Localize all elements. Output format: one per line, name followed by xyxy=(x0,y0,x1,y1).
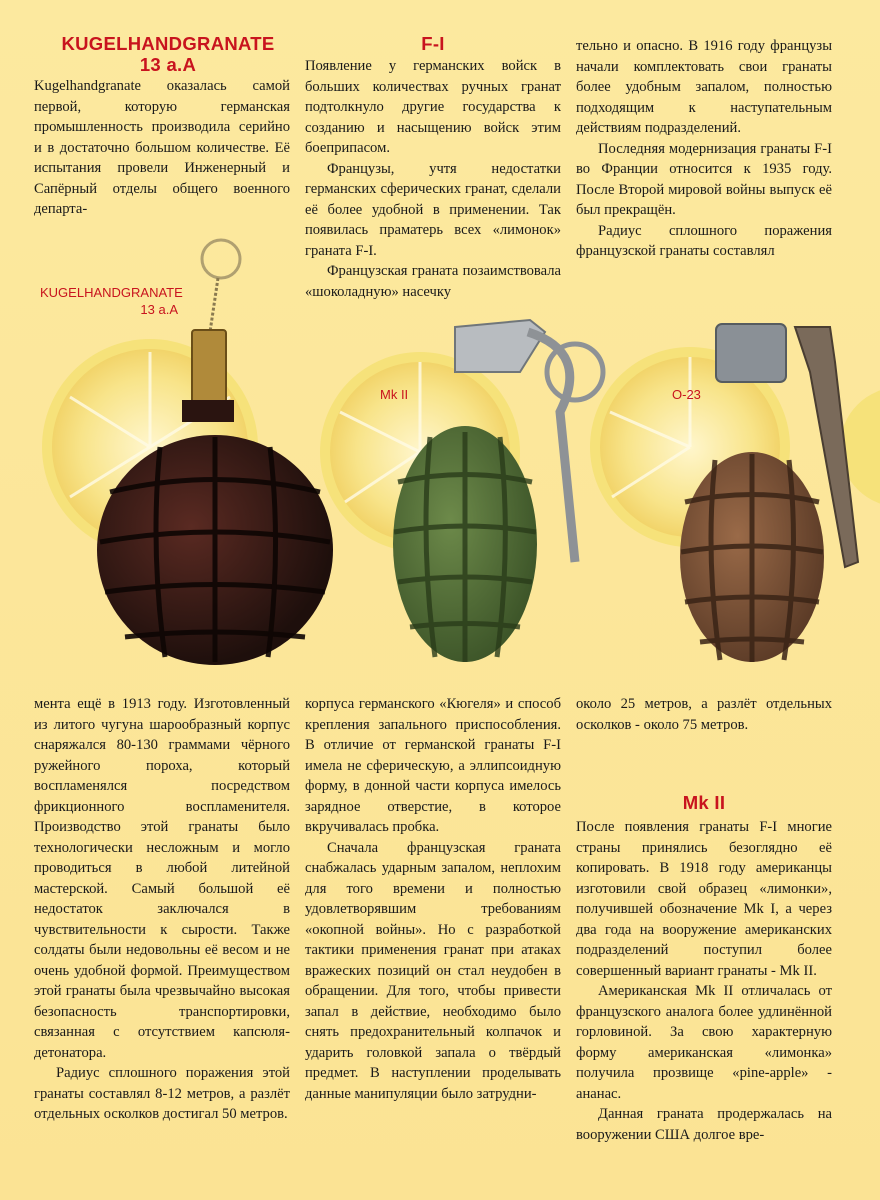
column-2-bottom: корпуса германского «Кюгеля» и способ крепления запального приспособления. В отличие от германской гранаты F-I имела не сферическую, а эллипсоидную форму, в донной части корпуса имелось зарядное отверстие, в которое вкручивалась пробка. Сначала французская граната снабжалась ударным запалом, неплохим для того времени и полностью удовлетворявшим требованиям «окопной войны». Но с разработкой тактики применения гранат при атаках вражеских позиций он стал неудобен в обращении. Для того, чтобы привести запал в действие, необходимо было снять предохранительный колпачок и ударить головкой запала о твёрдый предмет. В наступлении проделывать данные манипуляции было затрудни- xyxy=(305,696,561,1102)
column-3-bottom: После появления гранаты F-I многие страны принялись безоглядно её копировать. В 1918 году американцы изготовили свой образец «лимонки», получившей обозначение Mk I, а через два года на вооружение американских подразделений поступил более совершенный вариант гранаты - Mk II. Американская Mk II отличалась от французского аналога более удлинённой горловиной. За свою характерную форму американская «лимонка» получила прозвище «pine-apple» - ананас. Данная граната продержалась на вооружении США долгое вре- xyxy=(576,819,832,1143)
column-2-top: Появление у германских войск в больших количествах ручных гранат подтолкнуло другие государства к созданию и насыщению войск этим боеприпасом. Французы, учтя недостатки германских сферических гранат, сделали её более удобной в применении. Так появилась праматерь всех «лимонок» граната F-I. Французская граната позаимствовала «шоколадную» насечку xyxy=(305,58,561,300)
caption-kugelhandgranate: KUGELHANDGRANATE 13 a.A xyxy=(40,285,183,317)
heading-mk2: Mk II xyxy=(682,792,726,813)
column-3-top: тельно и опасно. В 1916 году французы начали комплектовать свои гранаты более удобным запалом, полностью подходящим к наступательным действиям подразделений. Последняя модернизация гранаты F-I во Франции относится к 1935 году. После Второй мировой войны выпуск её был прекращён. Радиус сплошного поражения французской гранаты составлял xyxy=(576,38,832,259)
heading-kugelhandgranate: KUGELHANDGRANATE 13 a.A xyxy=(61,33,275,75)
column-3-bottom-intro: около 25 метров, а разлёт отдельных осколков - около 75 метров. xyxy=(576,696,832,733)
caption-mk2: Mk II xyxy=(380,387,409,402)
heading-f1: F-I xyxy=(421,33,445,54)
column-1-top: Kugelhandgranate оказалась самой первой, которую германская промышленность производила серийно и в достаточно большом количестве. Её испытания провели Инженерный и Сапёрный отделы общего военного департа- xyxy=(34,78,290,217)
caption-o23: O-23 xyxy=(672,387,701,402)
column-1-bottom: мента ещё в 1913 году. Изготовленный из литого чугуна шарообразный корпус снаряжался 80-130 граммами чёрного ружейного пороха, который воспламенялся посредством фрикционного воспламенителя. Производство этой гранаты было технологически несложным и могло проводиться в любой литейной мастерской. Самый большой её недостаток заключался в чувствительности к сырости. Также солдаты были недовольны её весом и не очень удобной формой. Преимуществом этой гранаты была чрезвычайно высокая безопасность транспортировки, связанная с отсутствием капсюля-детонатора. Радиус сплошного поражения этой гранаты составлял 8-12 метров, а разлёт отдельных осколков достигал 50 метров. xyxy=(34,696,290,1122)
